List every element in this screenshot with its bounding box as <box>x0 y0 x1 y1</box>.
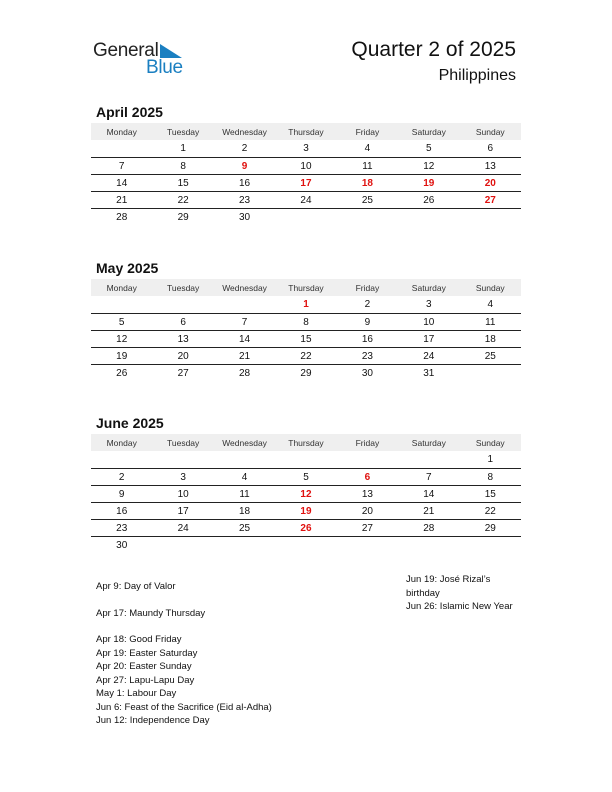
day-cell: 22 <box>152 192 213 209</box>
country-name: Philippines <box>438 67 516 84</box>
day-cell: 25 <box>214 520 275 537</box>
day-cell: 22 <box>460 503 521 520</box>
week-row <box>91 503 521 520</box>
day-cell: 14 <box>398 486 459 503</box>
day-cell: 2 <box>214 140 275 158</box>
holiday-notes-left <box>96 580 272 728</box>
weekday-header: Tuesday <box>152 279 213 296</box>
day-cell: 29 <box>300 367 312 379</box>
day-cell: 18 <box>214 503 275 520</box>
day-cell: 20 <box>152 348 213 365</box>
day-cell: 15 <box>460 486 521 503</box>
weekday-header-row <box>91 123 521 140</box>
holiday-note: Apr 27: Lapu-Lapu Day <box>96 674 195 686</box>
empty-day-cell <box>398 537 459 554</box>
day-cell: 4 <box>214 469 275 486</box>
day-cell: 11 <box>460 314 521 331</box>
day-cell: 13 <box>337 486 398 503</box>
week-row <box>91 520 521 537</box>
day-cell: 9 <box>337 314 398 331</box>
day-cell: 7 <box>398 469 459 486</box>
day-cell: 25 <box>460 348 521 365</box>
holiday-note: Apr 17: Maundy Thursday <box>96 607 206 619</box>
weekday-header: Saturday <box>398 279 459 296</box>
empty-day-cell <box>460 537 521 554</box>
weekday-header: Saturday <box>398 123 459 140</box>
month-title-may: May 2025 <box>96 260 159 276</box>
week-row <box>91 365 521 382</box>
weekday-header: Thursday <box>275 434 336 451</box>
day-cell: 4 <box>337 140 398 158</box>
holiday-note: Apr 19: Easter Saturday <box>96 647 198 659</box>
holiday-day-cell: 27 <box>460 192 521 209</box>
day-cell: 10 <box>398 314 459 331</box>
day-cell: 3 <box>275 140 336 158</box>
day-cell: 5 <box>91 314 152 331</box>
day-cell: 2 <box>91 469 152 486</box>
week-row <box>91 314 521 331</box>
day-cell: 20 <box>337 503 398 520</box>
day-cell: 11 <box>337 158 398 175</box>
calendar-april <box>91 123 521 225</box>
empty-day-cell <box>460 365 521 382</box>
week-row <box>91 175 521 192</box>
week-row <box>91 469 521 486</box>
day-cell: 2 <box>337 296 398 314</box>
empty-day-cell <box>337 537 398 554</box>
empty-day-cell <box>91 451 152 469</box>
empty-day-cell <box>460 209 521 226</box>
week-row <box>91 348 521 365</box>
empty-day-cell <box>275 451 336 469</box>
day-cell: 28 <box>238 367 251 379</box>
holiday-note: Jun 6: Feast of the Sacrifice (Eid al-Adha) <box>96 701 272 713</box>
week-row <box>91 140 521 158</box>
day-cell: 24 <box>398 348 459 365</box>
day-cell: 19 <box>91 348 152 365</box>
holiday-day-cell: 6 <box>337 469 398 486</box>
day-cell: 16 <box>214 175 275 192</box>
day-cell: 23 <box>337 348 398 365</box>
day-cell: 16 <box>91 503 152 520</box>
holiday-note: Jun 12: Independence Day <box>96 715 210 726</box>
day-cell: 6 <box>152 314 213 331</box>
holiday-day-cell: 9 <box>214 158 275 175</box>
holiday-day-cell: 1 <box>275 296 336 314</box>
day-cell: 28 <box>398 520 459 537</box>
empty-day-cell <box>152 296 213 314</box>
empty-day-cell <box>337 451 398 469</box>
quarter-title: Quarter 2 of 2025 <box>351 38 516 61</box>
day-cell: 17 <box>152 503 213 520</box>
holiday-day-cell: 18 <box>337 175 398 192</box>
week-row <box>91 296 521 314</box>
week-row <box>91 331 521 348</box>
day-cell: 10 <box>275 158 336 175</box>
day-cell: 29 <box>177 211 189 223</box>
calendar-june <box>91 434 521 553</box>
empty-day-cell <box>398 451 459 469</box>
day-cell: 8 <box>152 158 213 175</box>
day-cell: 1 <box>460 451 521 469</box>
empty-day-cell <box>337 209 398 226</box>
day-cell: 21 <box>398 503 459 520</box>
empty-day-cell <box>398 209 459 226</box>
weekday-header-row <box>91 279 521 296</box>
holiday-day-cell: 26 <box>275 520 336 537</box>
weekday-header: Sunday <box>460 279 521 296</box>
holiday-day-cell: 17 <box>275 175 336 192</box>
month-title-june: June 2025 <box>96 415 164 431</box>
holiday-notes-right <box>406 573 516 614</box>
day-cell: 30 <box>116 539 128 551</box>
weekday-header: Wednesday <box>214 279 275 296</box>
weekday-header: Friday <box>337 434 398 451</box>
day-cell: 3 <box>398 296 459 314</box>
day-cell: 17 <box>398 331 459 348</box>
day-cell: 24 <box>152 520 213 537</box>
holiday-note: Apr 20: Easter Sunday <box>96 661 192 672</box>
day-cell: 13 <box>152 331 213 348</box>
day-cell: 15 <box>152 175 213 192</box>
day-cell: 24 <box>275 192 336 209</box>
day-cell: 13 <box>460 158 521 175</box>
week-row <box>91 451 521 469</box>
empty-day-cell <box>152 537 213 554</box>
holiday-day-cell: 12 <box>275 486 336 503</box>
empty-day-cell <box>214 451 275 469</box>
week-row <box>91 537 521 554</box>
day-cell: 11 <box>214 486 275 503</box>
day-cell: 31 <box>423 367 435 379</box>
day-cell: 12 <box>398 158 459 175</box>
holiday-note: May 1: Labour Day <box>96 688 177 699</box>
day-cell: 6 <box>460 140 521 158</box>
day-cell: 30 <box>361 367 373 379</box>
generalblue-logo <box>93 40 193 80</box>
weekday-header: Friday <box>337 123 398 140</box>
day-cell: 14 <box>214 331 275 348</box>
week-row <box>91 192 521 209</box>
day-cell: 22 <box>275 348 336 365</box>
day-cell: 5 <box>275 469 336 486</box>
logo-general-text: General <box>93 40 159 61</box>
day-cell: 30 <box>238 211 251 223</box>
day-cell: 28 <box>116 211 128 223</box>
empty-day-cell <box>91 140 152 158</box>
day-cell: 3 <box>152 469 213 486</box>
weekday-header: Wednesday <box>214 123 275 140</box>
day-cell: 23 <box>214 192 275 209</box>
holiday-note: Apr 18: Good Friday <box>96 634 182 645</box>
holiday-day-cell: 19 <box>398 175 459 192</box>
weekday-header: Sunday <box>460 434 521 451</box>
weekday-header: Friday <box>337 279 398 296</box>
day-cell: 7 <box>214 314 275 331</box>
weekday-header: Sunday <box>460 123 521 140</box>
day-cell: 16 <box>337 331 398 348</box>
empty-day-cell <box>214 537 275 554</box>
day-cell: 12 <box>91 331 152 348</box>
weekday-header: Monday <box>91 279 152 296</box>
calendar-may <box>91 279 521 381</box>
day-cell: 29 <box>460 520 521 537</box>
day-cell: 10 <box>152 486 213 503</box>
holiday-note: Apr 9: Day of Valor <box>96 581 176 592</box>
empty-day-cell <box>91 296 152 314</box>
weekday-header: Thursday <box>275 279 336 296</box>
day-cell: 25 <box>337 192 398 209</box>
empty-day-cell <box>275 209 336 226</box>
day-cell: 8 <box>460 469 521 486</box>
weekday-header: Tuesday <box>152 434 213 451</box>
month-title-april: April 2025 <box>96 104 163 120</box>
holiday-day-cell: 20 <box>460 175 521 192</box>
day-cell: 4 <box>460 296 521 314</box>
day-cell: 5 <box>398 140 459 158</box>
weekday-header: Tuesday <box>152 123 213 140</box>
empty-day-cell <box>214 296 275 314</box>
empty-day-cell <box>152 451 213 469</box>
logo-blue-text: Blue <box>146 57 183 78</box>
day-cell: 1 <box>152 140 213 158</box>
weekday-header: Monday <box>91 123 152 140</box>
weekday-header-row <box>91 434 521 451</box>
day-cell: 27 <box>177 367 189 379</box>
weekday-header: Saturday <box>398 434 459 451</box>
empty-day-cell <box>275 537 336 554</box>
day-cell: 26 <box>116 367 128 379</box>
day-cell: 8 <box>275 314 336 331</box>
week-row <box>91 158 521 175</box>
logo-triangle-icon <box>160 44 182 58</box>
day-cell: 7 <box>91 158 152 175</box>
day-cell: 14 <box>91 175 152 192</box>
holiday-day-cell: 19 <box>275 503 336 520</box>
weekday-header: Wednesday <box>214 434 275 451</box>
week-row <box>91 209 521 226</box>
weekday-header: Monday <box>91 434 152 451</box>
day-cell: 23 <box>91 520 152 537</box>
week-row <box>91 486 521 503</box>
weekday-header: Thursday <box>275 123 336 140</box>
day-cell: 26 <box>398 192 459 209</box>
day-cell: 27 <box>337 520 398 537</box>
day-cell: 9 <box>91 486 152 503</box>
day-cell: 21 <box>91 192 152 209</box>
holiday-note: Jun 19: José Rizal’s birthday <box>406 574 491 599</box>
day-cell: 15 <box>275 331 336 348</box>
day-cell: 18 <box>460 331 521 348</box>
day-cell: 21 <box>214 348 275 365</box>
holiday-note: Jun 26: Islamic New Year <box>406 601 513 612</box>
